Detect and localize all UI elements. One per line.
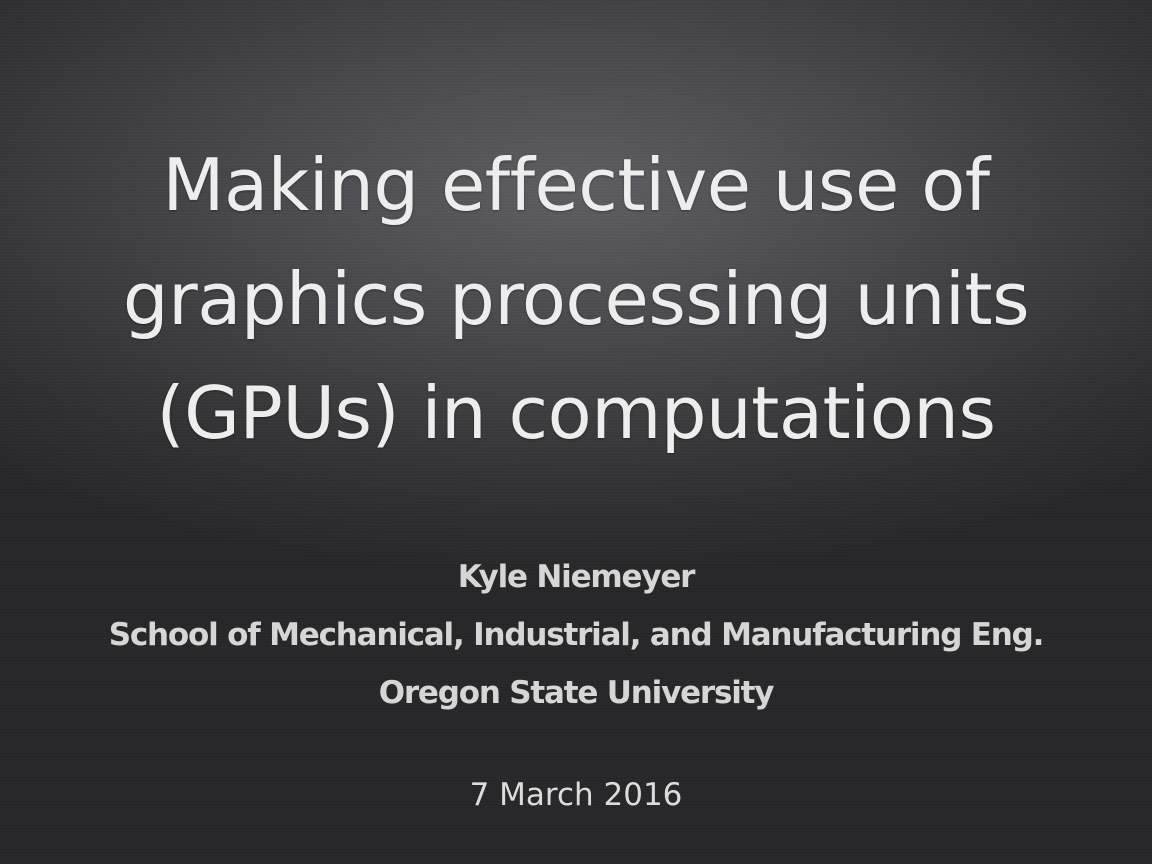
affiliation-university: Oregon State University bbox=[378, 675, 774, 711]
slide-title-line-1: Making effective use of bbox=[162, 143, 990, 227]
presentation-date: 7 March 2016 bbox=[469, 777, 683, 813]
author-name: Kyle Niemeyer bbox=[457, 559, 695, 595]
slide-title bbox=[0, 128, 1152, 470]
slide-title-line-3: (GPUs) in computations bbox=[156, 371, 996, 455]
affiliation-department: School of Mechanical, Industrial, and Manufacturing Eng. bbox=[108, 617, 1044, 653]
author-affiliation-block bbox=[0, 548, 1152, 722]
slide-title-line-2: graphics processing units bbox=[122, 257, 1030, 341]
